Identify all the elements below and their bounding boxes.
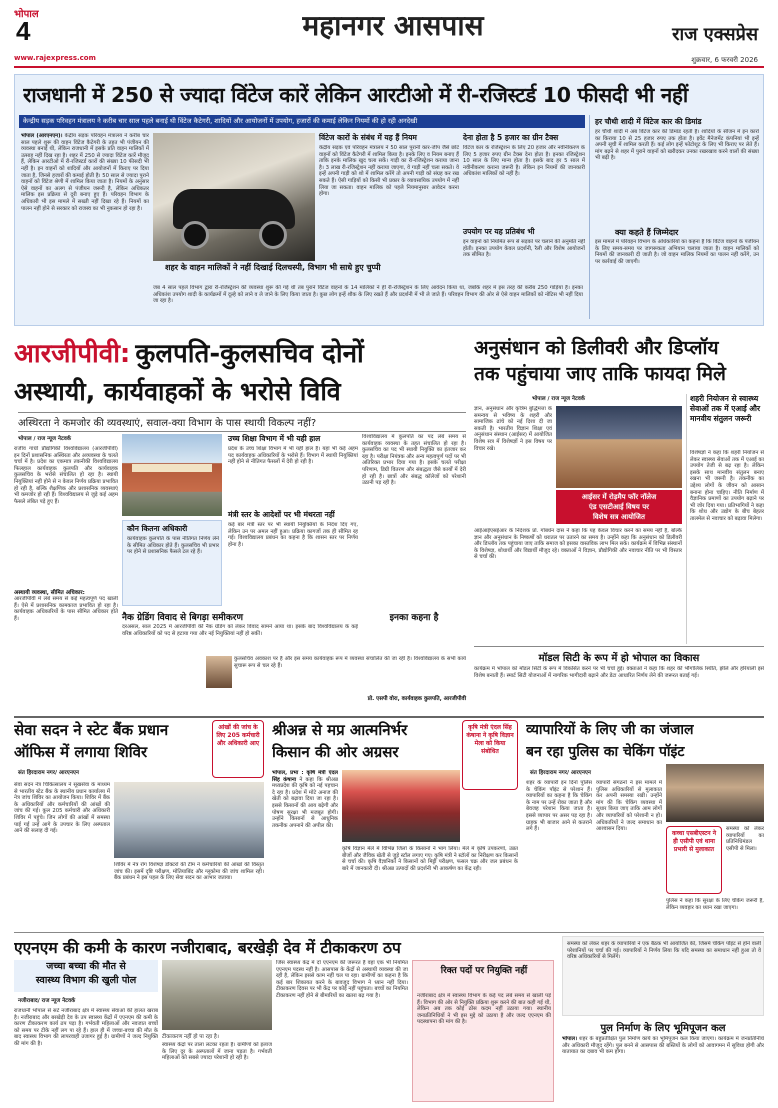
anm-subhead-a: जच्चा बच्चा की मौत से <box>46 961 126 972</box>
seva-headline-a: सेवा सदन ने स्टेट बैंक प्रधान <box>14 721 169 739</box>
anm-col2: स्वास्थ्य केंद्रों पर ताला लटका रहता है। ग्रामीणों को इलाज के लिए दूर के अस्पतालों में जाना पड़ता है। गर्भवती महिलाओं को सबसे ज्यादा परेशानी हो रही है। <box>162 1042 272 1062</box>
shri-anna-byline: भोपाल, प्रभा : कृषि मंत्री एंदल सिंह कंषाना <box>272 770 338 783</box>
checkpoint-col3: समस्या को लेकर व्यापारियों का प्रतिनिधिमंडल एसीपी से मिला। <box>726 826 764 852</box>
research-bottom-text: कार्यक्रम में भोपाल को मॉडल सिटी के रूप में विकसित करने पर भी चर्चा हुई। वक्ताओं ने कहा कि शहर की भौगोलिक स्थिति, झीलें और हरियाली इसे विशेष बनाती हैं। स्मार्ट सिटी योजनाओं में नागरिक भागीदारी बढ़ाने और डेटा आधारित निर्णय लेने की जरूरत बताई गई। <box>474 666 764 679</box>
shri-anna-badge: कृषि मंत्री एंदल सिंह कंषाना ने कृषि विज्ञान मेला को किया संबोधित <box>462 720 518 790</box>
research-byline: भोपाल / राज न्यूज नेटवर्क <box>532 396 585 402</box>
vintage-col1: भोपाल (आरएनएन)। केंद्रीय सड़क परिवहन मंत्रालय ने करीब चार साल पहले शुरू की वाहन विंटेज कैटेगरी के तहत भी पंजीयन की व्यवस्था बनाई थी, लेकिन राजधानी में इसके प्रति वाहन मालिकों में उत्साह नहीं दिख रहा है। शहर में 250 से ज्यादा विंटेज कारें मौजूद हैं, लेकिन आरटीओ में री-रजिस्टर्ड कारों की संख्या 10 फीसदी भी नहीं है। इन वाहनों को शादियों और आयोजनों में किराए पर दिया जाता है, जिनसे हजारों की कमाई होती है। 50 साल से ज्यादा पुराने वाहनों को विंटेज श्रेणी में शामिल किया जाता है। नियमों के अनुसार ऐसे वाहनों का अलग से पंजीयन जरूरी है, लेकिन अधिकतर मालिक इस प्रक्रिया से दूरी बनाए हुए हैं। परिवहन विभाग के अधिकारी भी इस मामले में सख्ती नहीं दिखा रहे हैं। नियमों का पालन नहीं होने से सरकार को राजस्व का भी नुकसान हो रहा है। <box>21 133 149 212</box>
checkpoint-headline-b: बन रहा पुलिस का चेकिंग पॉइंट <box>526 744 685 760</box>
rgpv-quote-photo <box>206 656 232 688</box>
seva-col2: शिविर में नेत्र रोग विशेषज्ञ डॉक्टरों की टीम ने कर्मचारियों की आंखों की विस्तृत जांच की। इसमें दृष्टि परीक्षण, मोतियाबिंद और ग्लूकोमा की जांच शामिल रही। बैंक प्रबंधन ने इस पहल के लिए सेवा सदन का आभार जताया। <box>114 862 264 882</box>
story-anm <box>14 936 554 1104</box>
seva-col1: सेवा सदन नेत्र चिकित्सालय ने सूखसेवा के माध्यम से भारतीय स्टेट बैंक के स्थानीय प्रधान कार्यालय में नेत्र जांच शिविर का आयोजन किया। शिविर में बैंक के अधिकारियों और कर्मचारियों की आंखों की जांच की गई। कुल 205 कर्मचारी और अधिकारी शिविर में पहुंचे। जिन लोगों की आंखों में समस्या पाई गई उन्हें आगे के उपचार के लिए अस्पताल आने की सलाह दी गई। <box>14 782 110 835</box>
issue-date: शुक्रवार, 6 फरवरी 2026 <box>691 56 758 64</box>
story-seva-sadan <box>14 720 264 930</box>
rgpv-sub3-text: कार्यवाहक कुलपति के पास नीतिगत निर्णय लेने के सीमित अधिकार होते हैं। कुलसचिव भी प्रभार पर होने से प्रशासनिक फैसले टल रहे हैं। <box>127 536 219 556</box>
checkpoint-col4: पुलिस ने कहा कि सुरक्षा के लिए चेकिंग जरूरी है, लेकिन व्यवहार का ध्यान रखा जाएगा। <box>666 898 764 911</box>
right-filler-photo <box>562 936 764 1016</box>
shri-anna-headline-a: श्रीअन्न से मप्र आत्मनिर्भर <box>272 721 408 739</box>
anm-headline: एएनएम की कमी के कारण नजीराबाद, बरखेड़ी देव में टीकाकरण ठप <box>14 939 401 957</box>
seva-camp-photo <box>114 782 264 858</box>
vintage-side-text2: इस मामले में परिवहन विभाग के अधिकारियों का कहना है कि विंटेज वाहनों के पंजीयन के लिए समय-समय पर जागरूकता अभियान चलाया जाता है। वाहन मालिकों को नियमों की जानकारी दी जाती है। जो वाहन मालिक नियमों का पालन नहीं करेंगे, उन पर कार्रवाई की जाएगी। <box>595 239 759 265</box>
rgpv-sub4: नैक ग्रेडिंग विवाद से बिगड़ा समीकरण <box>122 613 243 623</box>
bridge-headline: पुल निर्माण के लिए भूमिपूजन कल <box>600 1023 726 1034</box>
research-photo-caption <box>556 490 682 524</box>
vintage-deck-text: केन्द्रीय सड़क परिवहन मंत्रालय ने करीब चार साल पहले बनाई थी विंटेज कैटेगरी, शादियों और आयोजनों में उपयोग, हजारों की कमाई लेकिन नियमों की हो रही अनदेखी <box>23 117 418 125</box>
section-title: महानगर आसपास <box>302 9 484 42</box>
rgpv-kicker: आरजीपीवी: <box>14 339 131 369</box>
vintage-sub3: उपयोग पर यह प्रतिबंध भी <box>463 227 535 236</box>
shri-anna-event-photo <box>342 770 460 842</box>
rgpv-sub3-box <box>122 520 222 606</box>
research-caption-b: एंड एसटीआई विषय पर <box>588 503 650 511</box>
city-label: भोपाल <box>14 9 39 20</box>
brand-logo: राज एक्सप्रेस <box>672 24 758 45</box>
page-number: 4 <box>16 16 31 46</box>
anm-box <box>412 960 554 1102</box>
anm-byline: नजीराबाद/ राज न्यूज नेटवर्क <box>18 998 76 1004</box>
research-headline-a: अनुसंधान को डिलीवरी और डिप्लॉय <box>474 337 719 359</box>
rgpv-sub6: अस्थायी व्यवस्था, सीमित अधिकार: <box>14 590 85 596</box>
rgpv-col4: दरअसल, साल 2025 में आरजीपीवी की नैक ग्रेडिंग को लेकर विवाद सामने आया था। इसके बाद विश्वविद्यालय के कई वरिष्ठ अधिकारियों को पद से हटाया गया और नई नियुक्तियां नहीं हो सकीं। <box>122 624 358 637</box>
rgpv-quote-name: प्रो. एसपी वोरा, कार्यवाहक कुलपति, आरजीपीवी <box>367 696 466 702</box>
rgpv-sub5: इनका कहना है <box>389 613 439 623</box>
checkpoint-byline: संत हिरदाराम नगर/ आरएनएन <box>530 770 591 776</box>
anm-box-text: नजीराबाद क्षेत्र में स्वास्थ्य विभाग के कई पद लंबे समय से खाली पड़े हैं। विभाग की ओर से नियुक्ति प्रक्रिया शुरू करने की बात कही गई थी, लेकिन अब तक कोई ठोस कदम नहीं उठाया गया। स्थानीय जनप्रतिनिधियों ने भी इस मुद्दे को उठाया है और जल्द एएनएम की पदस्थापना की मांग की है। <box>417 993 551 1026</box>
vintage-sub1: विंटेज कारों के संबंध में यह हैं नियम <box>319 133 417 142</box>
shri-anna-col2: कृषि विज्ञान मेले में विभिन्न जिलों के किसानों ने भाग लिया। मेले में कृषि उपकरणों, उन्नत बीजों और जैविक खेती से जुड़े स्टॉल लगाए गए। कृषि मंत्री ने स्टॉलों का निरीक्षण कर किसानों से चर्चा की। कृषि वैज्ञानिकों ने किसानों को मिट्टी परीक्षण, फसल चक्र और जल प्रबंधन के बारे में जानकारी दी। श्रीअन्न उत्पादों की प्रदर्शनी भी आकर्षण का केंद्र रही। <box>342 846 518 872</box>
rgpv-sub3: कौन कितना अधिकारी <box>127 524 188 533</box>
story-rgpv <box>14 334 466 712</box>
research-side-head: शहरी नियोजन से स्वास्थ्य सेवाओं तक में एआई और मानवीय संतुलन जरूरी <box>690 394 761 423</box>
vintage-col3: केंद्रीय सड़क एवं परिवहन मंत्रालय ने 50 साल पुरानी कार-जीप जैसे छोटे वाहनों को विंटेज कैटेगरी में शामिल किया है। इनके लिए व नियम बनाए हैं ताकि इनके मालिक खुद चला सकें। गाड़ी का री-रजिस्ट्रेशन कराया जाना है। 3 लाख री-रजिस्ट्रेशन नहीं कराया जाएगा, वे गाड़ी नहीं चला सकते। वे इन्हें अपनी गाड़ी को शो में शामिल करेंगे तो अपनी गाड़ी को संग्रह कर रख सकते हैं। ऐसी गाड़ियों को किसी भी प्रकार के व्यावसायिक उपयोग में नहीं लिया जा सकता। वाहन मालिक को पहले नियमानुसार आवेदन करना होगा। <box>319 145 459 198</box>
website[interactable]: www.rajexpress.com <box>14 54 96 62</box>
bridge-byline: भोपाल। <box>562 1036 578 1042</box>
seva-headline-b: ऑफिस में लगाया शिविर <box>14 743 148 761</box>
bridge-text: भोपाल। शहर के बहुप्रतीक्षित पुल निर्माण कार्य का भूमिपूजन कल किया जाएगा। कार्यक्रम में जनप्रतिनिधि और अधिकारी मौजूद रहेंगे। पुल बनने से आसपास की बस्तियों के लोगों को आवागमन में सुविधा होगी और यातायात का दबाव भी कम होगा। <box>562 1036 764 1056</box>
rgpv-headline-b: अस्थायी, कार्यवाहकों के भरोसे विवि <box>14 377 341 406</box>
research-side-text: विशेषज्ञों ने कहा कि शहरी नियोजन से लेकर स्वास्थ्य सेवाओं तक में एआई का उपयोग तेजी से बढ़ रहा है। लेकिन इसके साथ मानवीय संतुलन बनाए रखना भी जरूरी है। तकनीक का उद्देश्य लोगों के जीवन को आसान बनाना होना चाहिए। नीति निर्माण में वैज्ञानिक प्रमाणों का उपयोग बढ़ाने पर भी जोर दिया गया। प्रतिभागियों ने कहा कि शोध और उद्योग के बीच बेहतर तालमेल से नवाचार को बढ़ावा मिलेगा। <box>690 450 764 522</box>
anm-col3: जिस स्वास्थ्य केंद्र में दो एएनएम की जरूरत है वहां एक भी नियमित एएनएम पदस्थ नहीं है। आसपास के केंद्रों से अस्थायी व्यवस्था की जा रही है, लेकिन इससे काम नहीं चल पा रहा। ग्रामीणों का कहना है कि कई बार शिकायत करने के बावजूद विभाग ने ध्यान नहीं दिया। टीकाकरण दिवस पर भी केंद्र पर कोई नहीं पहुंचता। बच्चों का नियमित टीकाकरण नहीं होने से बीमारियों का खतरा बढ़ गया है। <box>276 960 408 999</box>
rgpv-sub2: मंत्री स्तर के आदेशों पर भी मंथरता नहीं <box>228 510 335 519</box>
anm-center-photo <box>162 960 272 1030</box>
research-col1: ज्ञान, अनुसंधान और कृत्रिम बुद्धिमत्ता के समन्वय से भविष्य के शहरी और सामाजिक ढांचे को नई दिशा दी जा सकती है। भारतीय विज्ञान शिक्षा एवं अनुसंधान संस्थान (आईसर) में आयोजित विशेष सत्र में विशेषज्ञों ने इस विषय पर विचार रखे। <box>474 406 552 452</box>
research-caption-a: आईसर में रोड़मैप फॉर नॉलेज <box>581 493 657 501</box>
anm-subhead-b: स्वास्थ्य विभाग की खुली पोल <box>35 975 137 986</box>
story-checkpoint <box>526 720 764 930</box>
anm-col1: राजधानी भोपाल से सटे नजीराबाद क्षेत्र में स्वास्थ्य सेवाओं की हालत खराब है। नजीराबाद और बरखेड़ी देव के उप स्वास्थ्य केंद्रों में एएनएम की कमी के कारण टीकाकरण कार्य ठप पड़ा है। गर्भवती महिलाओं और नवजात बच्चों को समय पर टीके नहीं लग पा रहे हैं। हाल ही में जच्चा-बच्चा की मौत के बाद स्वास्थ्य विभाग की लापरवाही उजागर हुई है। ग्रामीणों ने जल्द नियुक्ति की मांग की है। <box>14 1008 158 1047</box>
masthead-rule <box>14 66 764 68</box>
vintage-headline: राजधानी में 250 से ज्यादा विंटेज कारें लेकिन आरटीओ में री-रजिस्टर्ड 10 फीसदी भी नहीं <box>23 83 688 107</box>
vintage-side-head: हर चौथी शादी में विंटेज कार की डिमांड <box>595 117 702 126</box>
rgpv-headline-a: कुलपति-कुलसचिव दोनों <box>135 339 364 369</box>
rgpv-col2: प्रदेश के उच्च शिक्षा विभाग में भी यही हाल है। यहां भी कई अहम पद कार्यवाहक अधिकारियों के भरोसे हैं। विभाग में स्थायी नियुक्तियां नहीं होने से नीतिगत फैसलों में देरी हो रही है। <box>228 446 358 466</box>
story-shri-anna <box>272 720 518 930</box>
vintage-col4b: इन वाहनों को नियमित रूप से सड़कों पर चलाने की अनुमति नहीं होती। इनका उपयोग केवल प्रदर्शनी, रैली और विशेष आयोजनों तक सीमित है। <box>463 239 585 259</box>
mid-rule <box>14 716 764 718</box>
rgpv-col1b: आरजीपीवी में लंबे समय से कई महत्वपूर्ण पद खाली हैं। ऐसे में प्रशासनिक कामकाज प्रभावित हो रहा है। कार्यवाहक अधिकारियों के पास सीमित अधिकार होते हैं। <box>14 596 118 622</box>
shri-anna-headline-b: किसान की ओर अग्रसर <box>272 743 399 761</box>
checkpoint-badge: कच्चा एसबीएस्टन ने ही एसीपी एवं थाना प्रभारी से मुलाकात <box>666 826 722 894</box>
research-event-photo <box>556 406 682 488</box>
story-vintage-cars <box>14 74 764 326</box>
rgpv-col1: राजीव गांधी प्रौद्योगिकी विश्वविद्यालय (आरजीपीवी) इन दिनों प्रशासनिक अस्थिरता और अव्यवस्था के चलते चर्चा में है। प्रदेश का एकमात्र तकनीकी विश्वविद्यालय फिलहाल कार्यवाहक कुलपति और कार्यवाहक कुलसचिव के भरोसे संचालित हो रहा है। स्थायी नियुक्तियां नहीं होने से न केवल निर्णय प्रक्रिया प्रभावित हो रही है, बल्कि शैक्षणिक और प्रशासनिक व्यवस्थाएं भी कमजोर हो रही हैं। विश्वविद्यालय से जुड़े कई अहम फैसले लंबित पड़े हुए हैं। <box>14 446 118 505</box>
research-caption-c: विशेष सत्र आयोजित <box>592 513 645 521</box>
anm-photo-caption: टीकाकरण नहीं हो पा रहा है। <box>162 1034 219 1040</box>
anm-box-head: रिक्त पदों पर नियुक्ति नहीं <box>440 966 528 976</box>
seva-badge: आंखों की जांच के लिए 205 कर्मचारी और अधिकारी आए <box>212 720 264 778</box>
rgpv-building-photo <box>122 434 222 516</box>
story-research <box>474 334 764 712</box>
checkpoint-photo <box>666 764 764 822</box>
research-headline-b: तक पहुंचाया जाए ताकि फायदा मिले <box>474 363 726 385</box>
seva-byline: संत हिरदाराम नगर/ आरएनएन <box>18 770 79 776</box>
rgpv-sub1: उच्च शिक्षा विभाग में भी यही हाल <box>228 434 321 443</box>
vintage-side-text: हर चौथी शादी में अब विंटेज कार की डिमांड रहती है। शादियों के सीजन में इन कारों का किराया 10 से 25 हजार रुपए तक होता है। इवेंट मैनेजमेंट कंपनियां भी इन्हें अपनी सूची में शामिल करती हैं। कई लोग इन्हें फोटोशूट के लिए भी किराए पर लेते हैं। मांग बढ़ने से शहर में पुराने वाहनों को खरीदकर उनका रखरखाव करने वालों की संख्या भी बढ़ी है। <box>595 129 759 162</box>
research-col2: आईआईएसईआर के निदेशक प्रो. गोबर्धन दास ने कहा कि यह केवल विचार करने का समय नहीं है, बल्कि ज्ञान और अनुसंधान के निष्कर्षों को धरातल पर उतारने का समय है। उन्होंने कहा कि अनुसंधान को डिलीवरी और डिप्लॉय तक पहुंचाया जाए ताकि समाज को इसका वास्तविक लाभ मिल सके। कार्यक्रम में विभिन्न संस्थानों के विशेषज्ञ, शोधार्थी और विद्यार्थी मौजूद रहे। वक्ताओं ने विज्ञान, प्रौद्योगिकी और नवाचार नीति पर भी विस्तार से चर्चा की। <box>474 528 682 561</box>
rgpv-deck: अस्थिरता ने कमजोर की व्यवस्थाएं, सवाल-क्या विभाग के पास स्थायी विकल्प नहीं? <box>18 412 466 432</box>
vintage-caption-text: जब 4 साल पहले विभाग द्वारा री-रजिस्ट्रेशन की व्यवस्था शुरू की गई थी तब पुराने विंटेज वाहनों के 14 मालिकों ने ही री-रजिस्ट्रेशन के लिए आवेदन किया था, जबकि शहर में इस तरह की करीब 250 गाड़ियां हैं। इनका अधिकांश उपयोग शादी के कार्यक्रमों में दूल्हे को लाने व ले जाने के लिए किया जाता है। कुछ लोग इन्हें शौक के लिए रखते हैं और प्रदर्शनी में भी ले जाते हैं। परिवहन विभाग की ओर से ऐसे वाहन मालिकों को नोटिस भी नहीं दिया जा रहा है। <box>153 285 583 305</box>
vintage-deck <box>19 115 585 128</box>
right-filler-text: समस्या को लेकर शहर के व्यापारियों ने एक बैठक भी आयोजित की, जिसमें चेकिंग पॉइंट से होने वाली परेशानियों पर चर्चा की गई। व्यापारियों ने निर्णय लिया कि यदि समस्या का समाधान नहीं हुआ तो वे वरिष्ठ अधिकारियों से मिलेंगे। <box>567 941 761 961</box>
vintage-col4: विंटेज कार के रजिस्ट्रेशन के लिए 20 हजार और नवीनीकरण के लिए 5 हजार रुपए ग्रीन टैक्स देना होता है। इनका रजिस्ट्रेशन 10 साल के लिए मान्य होता है। इसके बाद हर 5 साल में नवीनीकरण कराना जरूरी है। लेकिन इन नियमों की जानकारी अधिकांश मालिकों को नहीं है। <box>463 145 585 178</box>
anm-subhead-box <box>14 960 158 992</box>
rgpv-col2b: कई बार मंत्री स्तर पर भी स्थायी नियुक्तियों के निर्देश दिए गए, लेकिन उन पर अमल नहीं हुआ। प्रक्रिया कागजों तक ही सीमित रह गई। विश्वविद्यालय प्रबंधन का कहना है कि शासन स्तर पर निर्णय होना है। <box>228 522 358 548</box>
vintage-car-photo <box>153 133 315 261</box>
vintage-byline: भोपाल (आरएनएन)। <box>21 133 63 139</box>
vintage-sub2: देना होता है 5 हजार का ग्रीन टैक्स <box>463 133 559 142</box>
masthead <box>0 0 778 70</box>
vintage-photo-caption: शहर के वाहन मालिकों ने नहीं दिखाई दिलचस्पी, विभाग भी साधे हुए चुप्पी <box>165 263 381 272</box>
story-bridge <box>562 1020 764 1104</box>
rgpv-quote: कुलसचिव अवकाश पर हैं और इस समय कार्यवाहक रूप में व्यवस्था संचालित की जा रही है। विश्वविद्यालय के सभी कार्य सुचारू रूप से चल रहे हैं। <box>234 656 466 669</box>
rgpv-headline-line1 <box>14 334 466 374</box>
checkpoint-headline-a: व्यापारियों के लिए जी का जंजाल <box>526 722 694 738</box>
rgpv-byline: भोपाल / राज न्यूज नेटवर्क <box>18 436 71 442</box>
checkpoint-col2: व्यापारी संगठनों ने इस मामले में पुलिस अधिकारियों से मुलाकात कर अपनी समस्या रखी। उन्होंने मांग की कि चेकिंग व्यवस्था में सुधार किया जाए ताकि आम लोगों और व्यापारियों को परेशानी न हो। अधिकारियों ने जल्द समाधान का आश्वासन दिया। <box>596 780 662 833</box>
vintage-side-sub: क्या कहते हैं जिम्मेदार <box>615 228 679 237</box>
rgpv-col3: विश्वविद्यालय में कुलपति का पद लंबे समय से कार्यवाहक व्यवस्था के तहत संचालित हो रहा है। कुलसचिव का पद भी स्थायी नियुक्ति का इंतजार कर रहा है। परीक्षा नियंत्रक और अन्य महत्वपूर्ण पदों पर भी अतिरिक्त प्रभार दिया गया है। इसके चलते परीक्षा परिणाम, डिग्री वितरण और संबद्धता जैसे कार्यों में देरी हो रही है। छात्रों और संबद्ध कॉलेजों को परेशानी उठानी पड़ रही है। <box>362 434 466 487</box>
checkpoint-col1: शहर के व्यापारी इन दिनों पुलिस के चेकिंग पॉइंट से परेशान हैं। व्यापारियों का कहना है कि चेकिंग के नाम पर उन्हें रोका जाता है और बेवजह परेशान किया जाता है। इससे व्यापार पर असर पड़ रहा है। ग्राहक भी बाजार आने से कतराने लगे हैं। <box>526 780 592 833</box>
shri-anna-col1: भोपाल, प्रभा : कृषि मंत्री एंदल सिंह कंषाना ने कहा कि श्रीअन्न मध्यप्रदेश की कृषि को नई पहचान दे रहा है। प्रदेश में मोटे अनाज की खेती को बढ़ावा दिया जा रहा है। इससे किसानों की आय बढ़ेगी और पोषण सुरक्षा भी मजबूत होगी। उन्होंने किसानों से आधुनिक तकनीक अपनाने की अपील की। <box>272 770 338 829</box>
research-bottom-head: मॉडल सिटी के रूप में हो भोपाल का विकास <box>538 653 700 664</box>
